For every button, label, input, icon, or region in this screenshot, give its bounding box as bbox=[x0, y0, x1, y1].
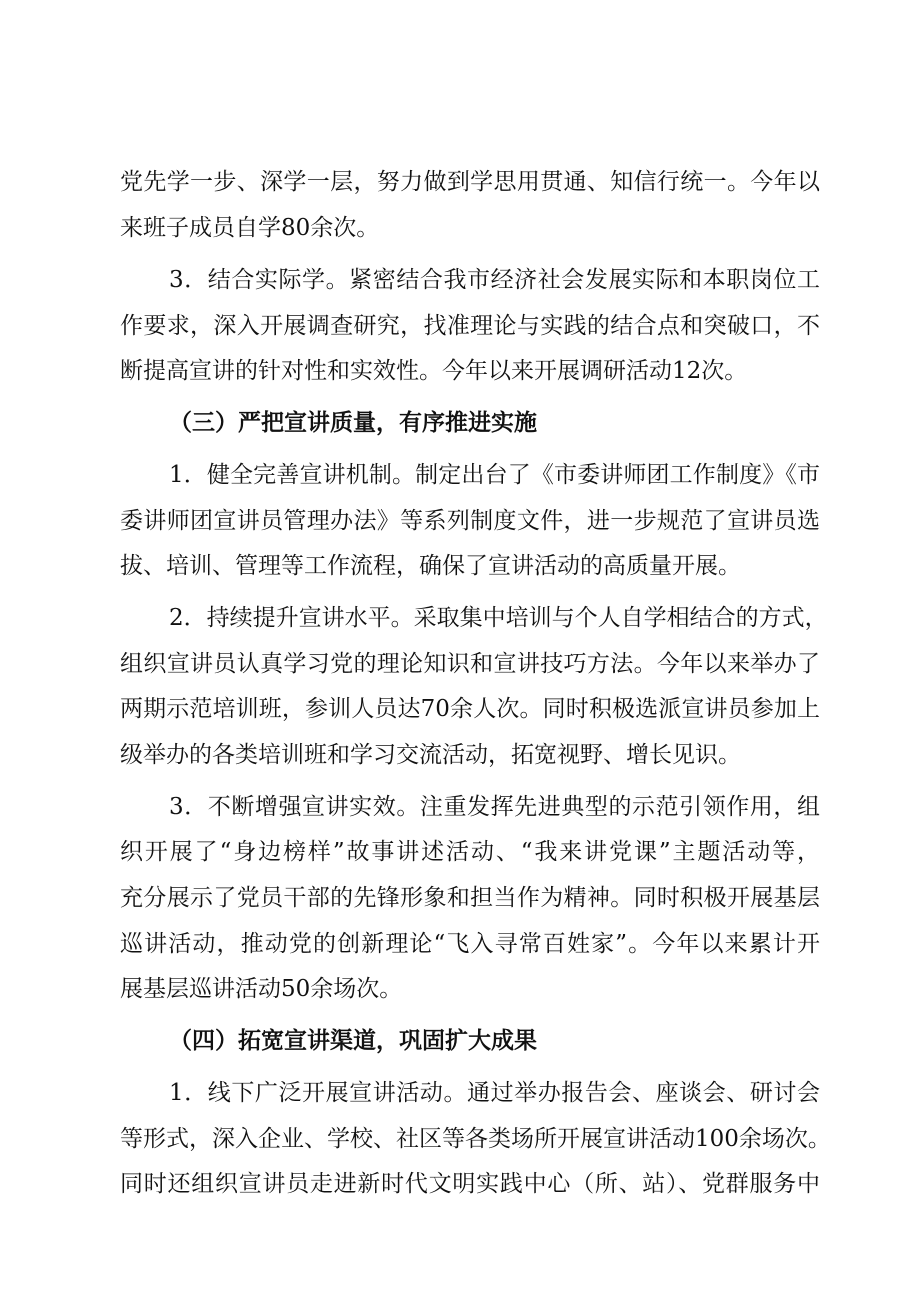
paragraph-line: 1．线下广泛开展宣讲活动。通过举办报告会、座谈会、研讨会 bbox=[169, 1080, 820, 1106]
paragraph-line: 3．结合实际学。紧密结合我市经济社会发展实际和本职岗位工 bbox=[169, 267, 820, 293]
paragraph-line: 展基层巡讲活动50余场次。 bbox=[120, 976, 403, 1002]
paragraph-line: 委讲师团宣讲员管理办法》等系列制度文件，进一步规范了宣讲员选 bbox=[120, 508, 820, 534]
paragraph-line: 同时还组织宣讲员走进新时代文明实践中心（所、站）、党群服务中 bbox=[120, 1171, 820, 1197]
paragraph-line: 2．持续提升宣讲水平。采取集中培训与个人自学相结合的方式， bbox=[169, 605, 828, 631]
paragraph-line: 拔、培训、管理等工作流程，确保了宣讲活动的高质量开展。 bbox=[120, 553, 741, 579]
section-heading: （四）拓宽宣讲渠道，巩固扩大成果 bbox=[169, 1028, 537, 1054]
paragraph-line: 等形式，深入企业、学校、社区等各类场所开展宣讲活动100余场次。 bbox=[120, 1126, 831, 1152]
paragraph-line: 3．不断增强宣讲实效。注重发挥先进典型的示范引领作用，组 bbox=[169, 794, 820, 820]
paragraph-line: 充分展示了党员干部的先锋形象和担当作为精神。同时积极开展基层 bbox=[120, 885, 820, 911]
paragraph-line: 两期示范培训班，参训人员达70余人次。同时积极选派宣讲员参加上 bbox=[120, 696, 820, 722]
paragraph-line: 组织宣讲员认真学习党的理论知识和宣讲技巧方法。今年以来举办了 bbox=[120, 651, 820, 677]
paragraph-line: 级举办的各类培训班和学习交流活动，拓宽视野、增长见识。 bbox=[120, 742, 741, 768]
paragraph-line: 织开展了“身边榜样”故事讲述活动、“我来讲党课”主题活动等， bbox=[120, 839, 820, 865]
paragraph-line: 党先学一步、深学一层，努力做到学思用贯通、知信行统一。今年以 bbox=[120, 169, 820, 195]
paragraph-line: 断提高宣讲的针对性和实效性。今年以来开展调研活动12次。 bbox=[120, 358, 748, 384]
paragraph-line: 作要求，深入开展调查研究，找准理论与实践的结合点和突破口，不 bbox=[120, 313, 820, 339]
paragraph-line: 巡讲活动，推动党的创新理论“飞入寻常百姓家”。今年以来累计开 bbox=[120, 931, 820, 957]
section-heading: （三）严把宣讲质量，有序推进实施 bbox=[169, 410, 537, 436]
paragraph-line: 1．健全完善宣讲机制。制定出台了《市委讲师团工作制度》《市 bbox=[169, 462, 820, 488]
paragraph-line: 来班子成员自学80余次。 bbox=[120, 215, 380, 241]
